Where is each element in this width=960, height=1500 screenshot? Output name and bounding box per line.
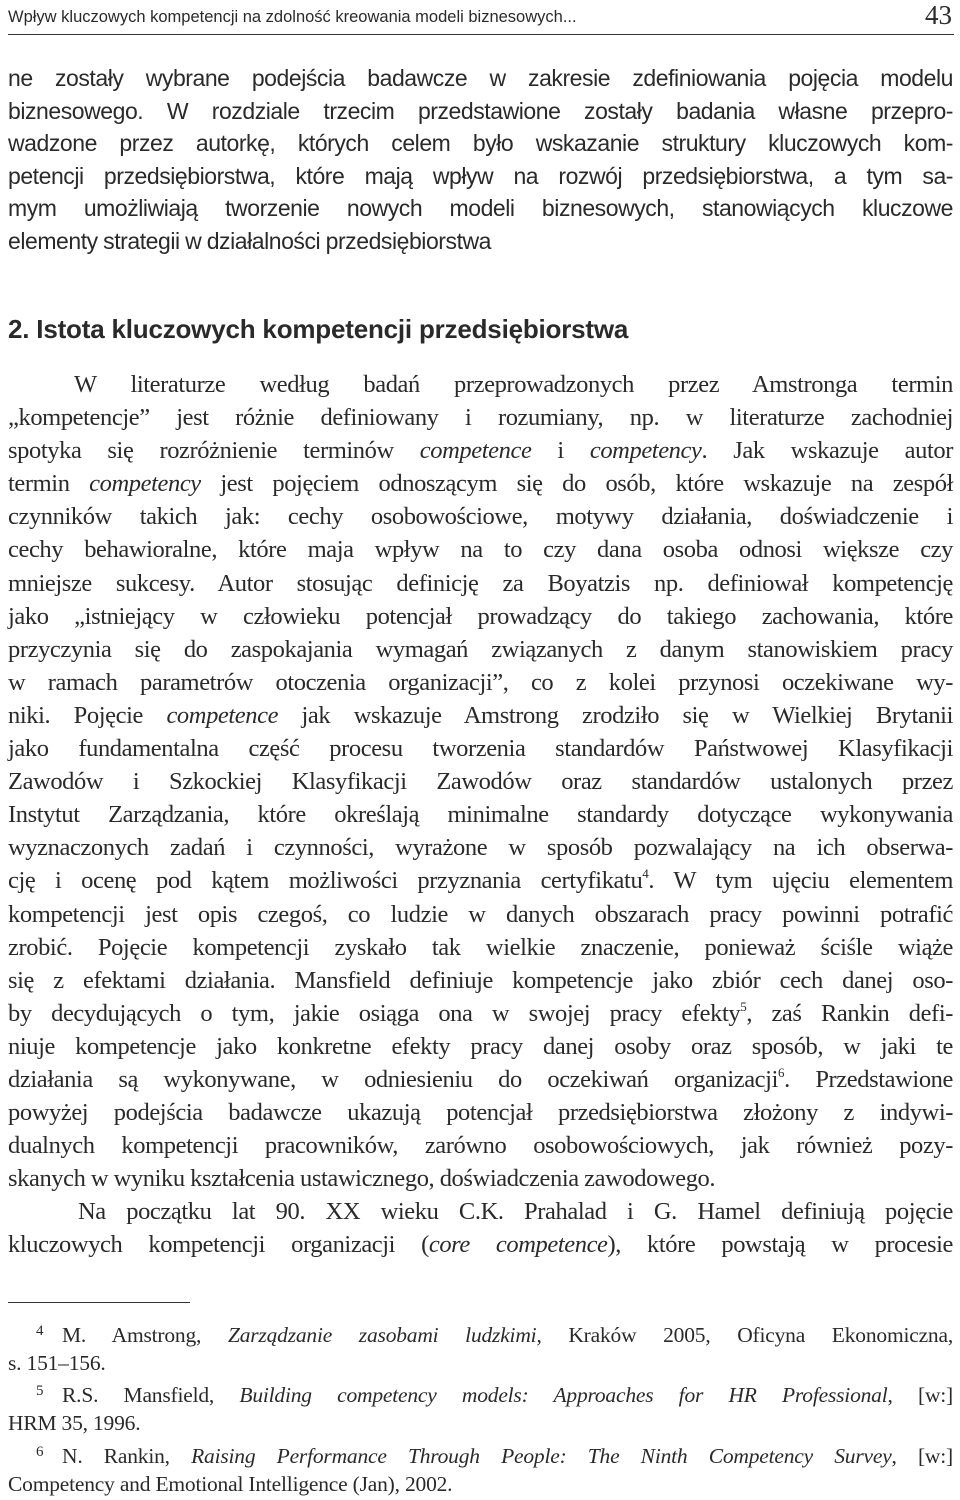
text-run: . Przedstawione: [784, 1066, 953, 1093]
footnote-number: 4: [8, 1316, 62, 1348]
italic-title: Building competency models: Approaches for HR Professional: [239, 1383, 887, 1407]
text-line: dualnych kompetencji pracowników, zarówno osobowościowych, jak również pozy-: [8, 1129, 953, 1162]
text-line: jako fundamentalna część procesu tworzenia standardów Państwowej Klasyfikacji: [8, 732, 953, 765]
text-line: powyżej podejścia badawcze ukazują potencjał przedsiębiorstwa złożony z indywi-: [8, 1096, 953, 1129]
footnote-number: 6: [8, 1437, 62, 1469]
footnote-number: 5: [8, 1376, 62, 1408]
text-line: zrobić. Pojęcie kompetencji zyskało tak wielkie znaczenie, ponieważ ściśle wiąże: [8, 931, 953, 964]
footnote-6: [8, 1437, 953, 1500]
text-line: petencji przedsiębiorstwa, które mają wpływ na rozwój przedsiębiorstwa, a tym sa-: [8, 160, 953, 193]
text-line: Competency and Emotional Intelligence (Jan), 2002.: [8, 1469, 953, 1500]
text-run: cję i ocenę pod kątem możliwości przyznania certyfikatu: [8, 867, 642, 894]
text-line: kompetencji jest opis czegoś, co ludzie w danych obszarach pracy powinni potrafić: [8, 898, 953, 931]
page-number: 43: [925, 0, 952, 31]
text-line: elementy strategii w działalności przedsiębiorstwa: [8, 225, 953, 258]
header-rule: [8, 34, 954, 35]
text-run: . Jak wskazuje autor: [701, 437, 953, 464]
text-run: spotyka się rozróżnienie terminów: [8, 437, 420, 464]
text-line: mniejsze sukcesy. Autor stosując definicję za Boyatzis np. definiował kompetencję: [8, 567, 953, 600]
text-line: [8, 1437, 953, 1469]
text-line: Zawodów i Szkockiej Klasyfikacji Zawodów oraz standardów ustalonych przez: [8, 765, 953, 798]
text-line: [8, 1228, 953, 1261]
text-line: HRM 35, 1996.: [8, 1408, 953, 1440]
italic-term: competency: [89, 470, 201, 497]
text-line: niuje kompetencje jako konkretne efekty pracy danej osoby oraz sposób, w jaki te: [8, 1030, 953, 1063]
text-line: [8, 1063, 953, 1096]
italic-title: Zarządzanie zasobami ludzkimi: [228, 1323, 536, 1347]
text-line: wadzone przez autorkę, których celem było wskazanie struktury kluczowych kom-: [8, 127, 953, 160]
text-line: wyznaczonych zadań i czynności, wyrażone w sposób pozwalający na ich obserwa-: [8, 831, 953, 864]
footnote-ref[interactable]: 4: [642, 866, 648, 881]
text-run: , [w:]: [888, 1383, 954, 1407]
text-line: czynników takich jak: cechy osobowościowe, motywy działania, doświadczenie i: [8, 500, 953, 533]
italic-term: competence: [166, 702, 278, 729]
text-run: niki. Pojęcie: [8, 702, 166, 729]
text-run: N. Rankin,: [62, 1444, 191, 1468]
text-run: termin: [8, 470, 89, 497]
section-body: [8, 368, 953, 1262]
text-run: działania są wykonywane, w odniesieniu do oczekiwań organizacji: [8, 1066, 778, 1093]
footnote-ref[interactable]: 5: [740, 999, 746, 1014]
text-run: , Kraków 2005, Oficyna Ekonomiczna,: [536, 1323, 953, 1347]
text-line: [8, 997, 953, 1030]
text-line: skanych w wyniku kształcenia ustawicznego, doświadczenia zawodowego.: [8, 1162, 953, 1195]
italic-term: core competence: [429, 1231, 608, 1258]
text-line: cechy behawioralne, które maja wpływ na to czy dana osoba odnosi większe czy: [8, 533, 953, 566]
text-run: . W tym ujęciu elementem: [648, 867, 953, 894]
text-line: [8, 467, 953, 500]
text-run: R.S. Mansfield,: [62, 1383, 239, 1407]
running-header: [8, 2, 954, 34]
italic-term: competency: [590, 437, 702, 464]
text-line: mym umożliwiają tworzenie nowych modeli biznesowych, stanowiących kluczowe: [8, 192, 953, 225]
text-run: , [w:]: [892, 1444, 953, 1468]
running-header-title: Wpływ kluczowych kompetencji na zdolność kreowania modeli biznesowych...: [8, 8, 577, 27]
text-run: , zaś Rankin defi-: [746, 1000, 953, 1027]
text-run: jest pojęciem odnoszącym się do osób, które wskazuje na zespół: [201, 470, 953, 497]
italic-title: Raising Performance Through People: The Ninth Competency Survey: [191, 1444, 891, 1468]
text-line: biznesowego. W rozdziale trzecim przedstawione zostały badania własne przepro-: [8, 95, 953, 128]
text-line: Na początku lat 90. XX wieku C.K. Prahalad i G. Hamel definiują pojęcie: [8, 1195, 953, 1228]
footnote-4: [8, 1316, 953, 1379]
text-line: się z efektami działania. Mansfield definiuje kompetencje jako zbiór cech danej oso-: [8, 964, 953, 997]
footnote-ref[interactable]: 6: [778, 1065, 784, 1080]
text-line: [8, 1316, 953, 1348]
intro-paragraph: [8, 62, 953, 258]
text-line: s. 151–156.: [8, 1348, 953, 1380]
text-line: przyczynia się do zaspokajania wymagań związanych z danym stanowiskiem pracy: [8, 633, 953, 666]
text-line: ne zostały wybrane podejścia badawcze w zakresie zdefiniowania pojęcia modelu: [8, 62, 953, 95]
text-line: w ramach parametrów otoczenia organizacji”, co z kolei przynosi oczekiwane wy-: [8, 666, 953, 699]
text-line: W literaturze według badań przeprowadzonych przez Amstronga termin: [8, 368, 953, 401]
text-run: i: [531, 437, 589, 464]
text-run: by decydujących o tym, jakie osiąga ona w swojej pracy efekty: [8, 1000, 740, 1027]
text-line: [8, 699, 953, 732]
text-run: kluczowych kompetencji organizacji (: [8, 1231, 429, 1258]
footnote-5: [8, 1376, 953, 1439]
text-run: M. Amstrong,: [62, 1323, 228, 1347]
text-run: jak wskazuje Amstrong zrodziło się w Wielkiej Brytanii: [278, 702, 953, 729]
text-run: ), które powstają w procesie: [608, 1231, 953, 1258]
section-heading: 2. Istota kluczowych kompetencji przedsiębiorstwa: [8, 314, 628, 345]
text-line: [8, 864, 953, 897]
text-line: jako „istniejący w człowieku potencjał prowadzący do takiego zachowania, które: [8, 600, 953, 633]
text-line: „kompetencje” jest różnie definiowany i rozumiany, np. w literaturze zachodniej: [8, 401, 953, 434]
text-line: [8, 1376, 953, 1408]
text-line: Instytut Zarządzania, które określają minimalne standardy dotyczące wykonywania: [8, 798, 953, 831]
italic-term: competence: [420, 437, 532, 464]
footnote-rule: [8, 1302, 190, 1303]
text-line: [8, 434, 953, 467]
